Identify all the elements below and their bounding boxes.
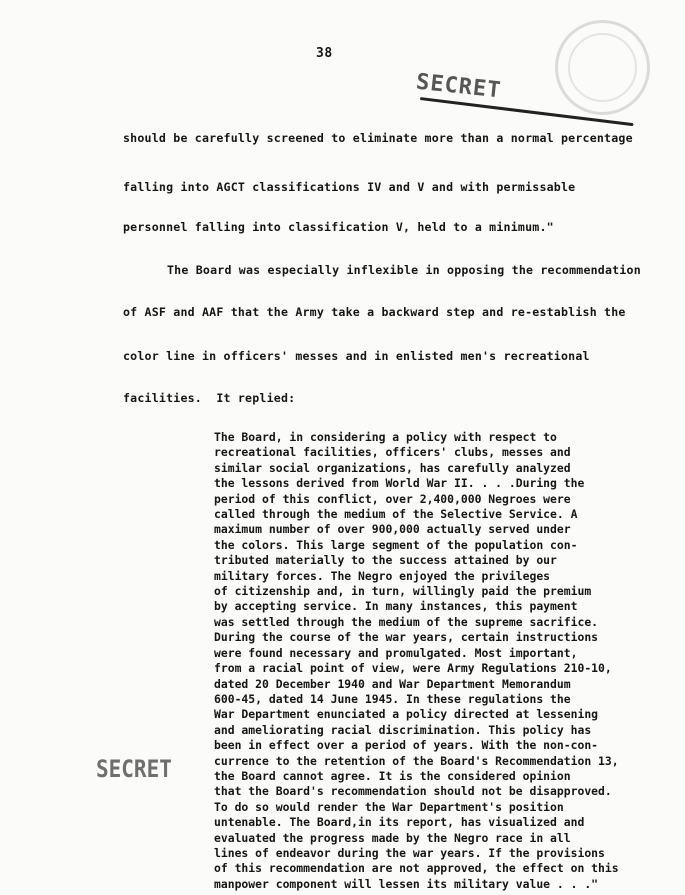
page-number: 38 [316,46,333,61]
body-line: color line in officers' messes and in enlisted men's recreational [123,349,590,363]
body-line: of ASF and AAF that the Army take a backward step and re-establish the [123,305,626,319]
quote-line: the Board cannot agree. It is the considered opinion [214,768,571,783]
archive-seal [555,20,650,115]
quote-line: the colors. This large segment of the population con- [214,537,578,552]
body-line: The Board was especially inflexible in opposing the recommendation [167,263,641,277]
quote-line: currence to the retention of the Board's Recommendation 13, [214,753,619,768]
quote-line: from a racial point of view, were Army Regulations 210-10, [214,661,612,676]
quote-line: manpower component will lessen its military value . . ." [214,876,599,891]
quote-line: maximum number of over 900,000 actually served under [214,522,571,537]
quote-line: of citizenship and, in turn, willingly paid the premium [214,584,592,599]
quote-line: untenable. The Board,in its report, has visualized and [214,815,585,830]
body-line: personnel falling into classification V, held to a minimum." [123,220,554,234]
quote-line: The Board, in considering a policy with respect to [214,430,557,444]
quote-line: called through the medium of the Selective Service. A [214,507,578,522]
quote-line: of this recommendation are not approved, the effect on this [214,861,619,876]
quote-line: During the course of the war years, certain instructions [214,630,599,645]
body-line: falling into AGCT classifications IV and V and with permissable [123,180,576,194]
quote-line: lines of endeavor during the war years. If the provisions [214,845,605,860]
quote-line: been in effect over a period of years. With the non-con- [214,738,599,753]
quote-line: tributed materially to the success attained by our [214,553,557,568]
quote-line: period of this conflict, over 2,400,000 Negroes were [214,491,571,506]
quote-line: were found necessary and promulgated. Most important, [214,645,578,660]
block-quote [214,430,654,892]
quote-line: the lessons derived from World War II. . . .During the [214,476,585,491]
quote-line: was settled through the medium of the supreme sacrifice. [214,614,599,629]
quote-line: by accepting service. In many instances, this payment [214,599,578,614]
quote-line: 600-45, dated 14 June 1945. In these regulations the [214,691,571,706]
quote-line: To do so would render the War Department's position [214,799,564,814]
quote-line: War Department enunciated a policy directed at lessening [214,707,599,722]
quote-line: evaluated the progress made by the Negro race in all [214,830,571,845]
quote-line: and ameliorating racial discrimination. This policy has [214,722,592,737]
quote-line: recreational facilities, officers' clubs, messes and [214,445,571,460]
quote-line: military forces. The Negro enjoyed the privileges [214,568,551,583]
secret-stamp-left: SECRET [96,755,172,783]
secret-stamp-top: SECRET [414,69,503,104]
quote-line: similar social organizations, has carefully analyzed [214,460,571,475]
body-line: facilities. It replied: [123,391,296,405]
quote-line: dated 20 December 1940 and War Department Memorandum [214,676,571,691]
quote-line: that the Board's recommendation should not be disapproved. [214,784,612,799]
body-line: should be carefully screened to eliminate more than a normal percentage [123,131,633,145]
